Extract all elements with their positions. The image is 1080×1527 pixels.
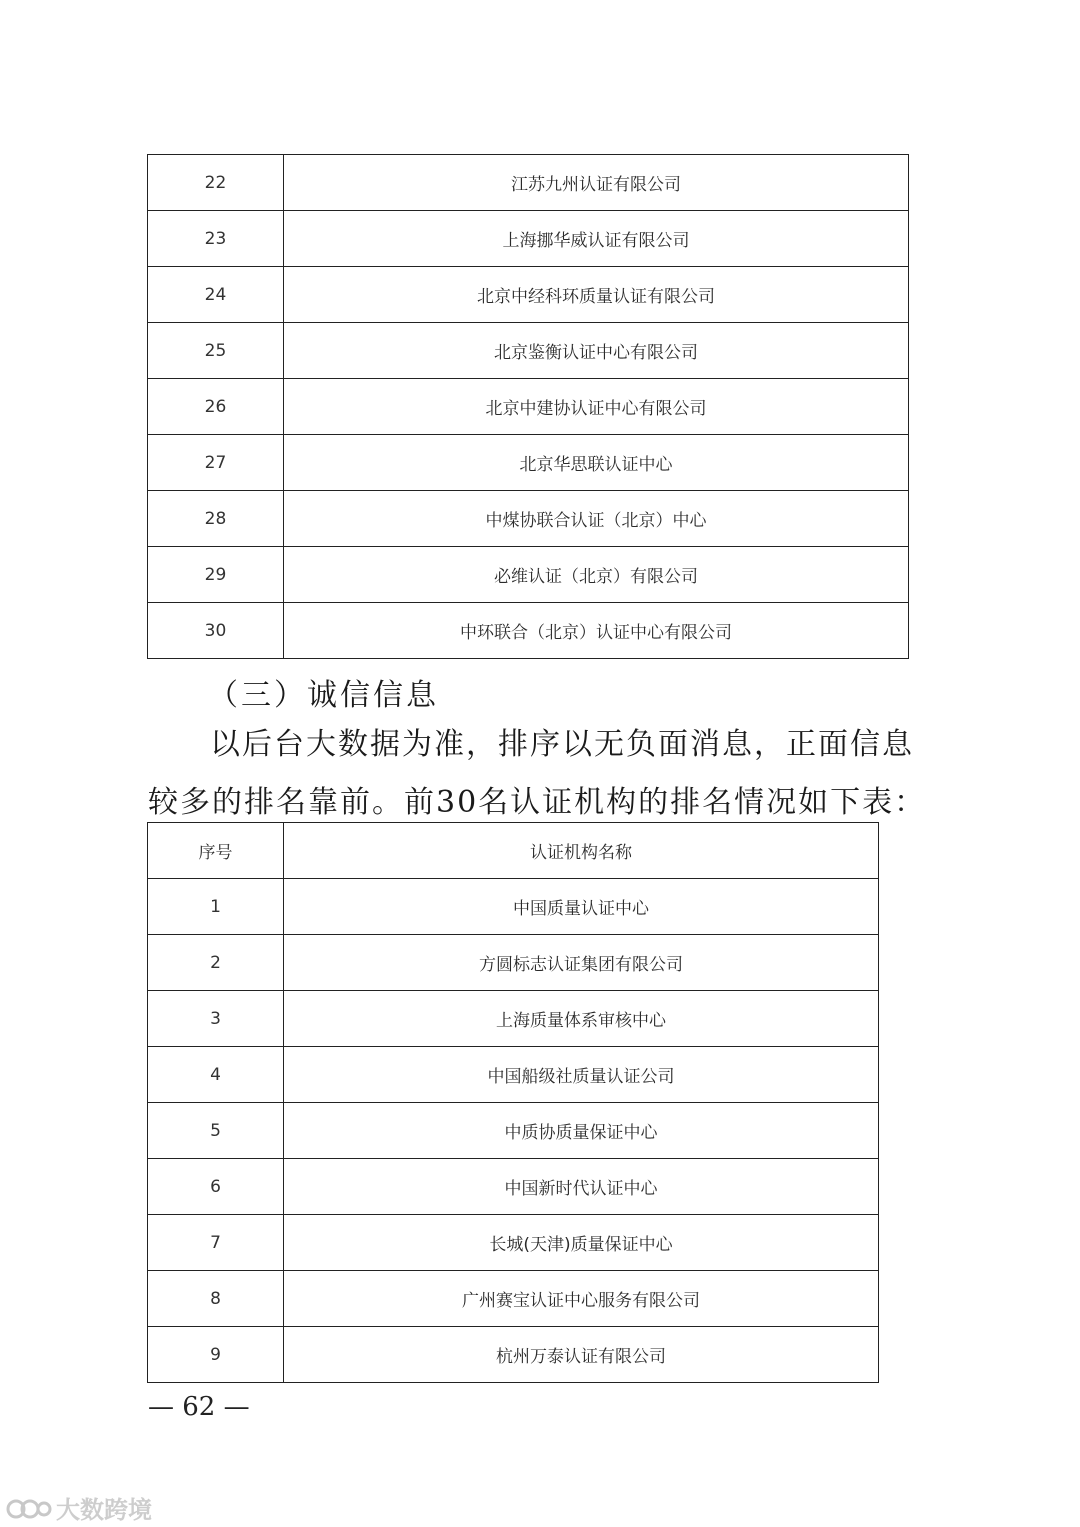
table-row xyxy=(148,379,909,435)
row-number: 4 xyxy=(148,1047,284,1103)
row-number: 5 xyxy=(148,1103,284,1159)
row-number: 30 xyxy=(148,603,284,659)
section-paragraph: 以后台大数据为准，排序以无负面消息，正面信息较多的排名靠前。前30名认证机构的排名情况如下表： xyxy=(148,727,927,820)
table-header-row xyxy=(148,823,879,879)
table-row xyxy=(148,435,909,491)
table-row xyxy=(148,547,909,603)
watermark xyxy=(6,1490,152,1525)
table-row xyxy=(148,155,909,211)
row-number: 8 xyxy=(148,1271,284,1327)
institution-name: 中国新时代认证中心 xyxy=(284,1159,879,1215)
row-number: 23 xyxy=(148,211,284,267)
row-number: 28 xyxy=(148,491,284,547)
institution-name: 中国船级社质量认证公司 xyxy=(284,1047,879,1103)
institution-table-continued xyxy=(147,154,909,659)
table-row xyxy=(148,1047,879,1103)
row-number: 2 xyxy=(148,935,284,991)
institution-name: 长城(天津)质量保证中心 xyxy=(284,1215,879,1271)
row-number: 24 xyxy=(148,267,284,323)
table-row xyxy=(148,211,909,267)
table-row xyxy=(148,267,909,323)
row-number: 7 xyxy=(148,1215,284,1271)
watermark-logo-icon xyxy=(6,1493,52,1523)
table-row xyxy=(148,491,909,547)
row-number: 9 xyxy=(148,1327,284,1383)
row-number: 3 xyxy=(148,991,284,1047)
institution-name: 上海挪华威认证有限公司 xyxy=(284,211,909,267)
institution-name: 北京华思联认证中心 xyxy=(284,435,909,491)
institution-name: 中环联合（北京）认证中心有限公司 xyxy=(284,603,909,659)
table-row xyxy=(148,323,909,379)
header-name: 认证机构名称 xyxy=(284,823,879,879)
table-row xyxy=(148,935,879,991)
row-number: 22 xyxy=(148,155,284,211)
institution-name: 必维认证（北京）有限公司 xyxy=(284,547,909,603)
header-number: 序号 xyxy=(148,823,284,879)
institution-name: 北京鉴衡认证中心有限公司 xyxy=(284,323,909,379)
institution-name: 方圆标志认证集团有限公司 xyxy=(284,935,879,991)
institution-name: 杭州万泰认证有限公司 xyxy=(284,1327,879,1383)
row-number: 26 xyxy=(148,379,284,435)
institution-name: 北京中经科环质量认证有限公司 xyxy=(284,267,909,323)
page-number: — 62 — xyxy=(148,1392,250,1422)
institution-name: 上海质量体系审核中心 xyxy=(284,991,879,1047)
institution-name: 中国质量认证中心 xyxy=(284,879,879,935)
table-row xyxy=(148,603,909,659)
table-row xyxy=(148,1159,879,1215)
row-number: 25 xyxy=(148,323,284,379)
table-row xyxy=(148,1327,879,1383)
table-row xyxy=(148,879,879,935)
table-row xyxy=(148,991,879,1047)
institution-name: 中煤协联合认证（北京）中心 xyxy=(284,491,909,547)
row-number: 1 xyxy=(148,879,284,935)
row-number: 29 xyxy=(148,547,284,603)
row-number: 27 xyxy=(148,435,284,491)
institution-name: 中质协质量保证中心 xyxy=(284,1103,879,1159)
watermark-text: 大数跨境 xyxy=(56,1496,152,1524)
row-number: 6 xyxy=(148,1159,284,1215)
institution-name: 北京中建协认证中心有限公司 xyxy=(284,379,909,435)
institution-name: 江苏九州认证有限公司 xyxy=(284,155,909,211)
table-row xyxy=(148,1271,879,1327)
table-row xyxy=(148,1103,879,1159)
section-heading: （三）诚信信息 xyxy=(208,678,439,713)
institution-name: 广州赛宝认证中心服务有限公司 xyxy=(284,1271,879,1327)
table-row xyxy=(148,1215,879,1271)
credit-ranking-table xyxy=(147,822,879,1383)
